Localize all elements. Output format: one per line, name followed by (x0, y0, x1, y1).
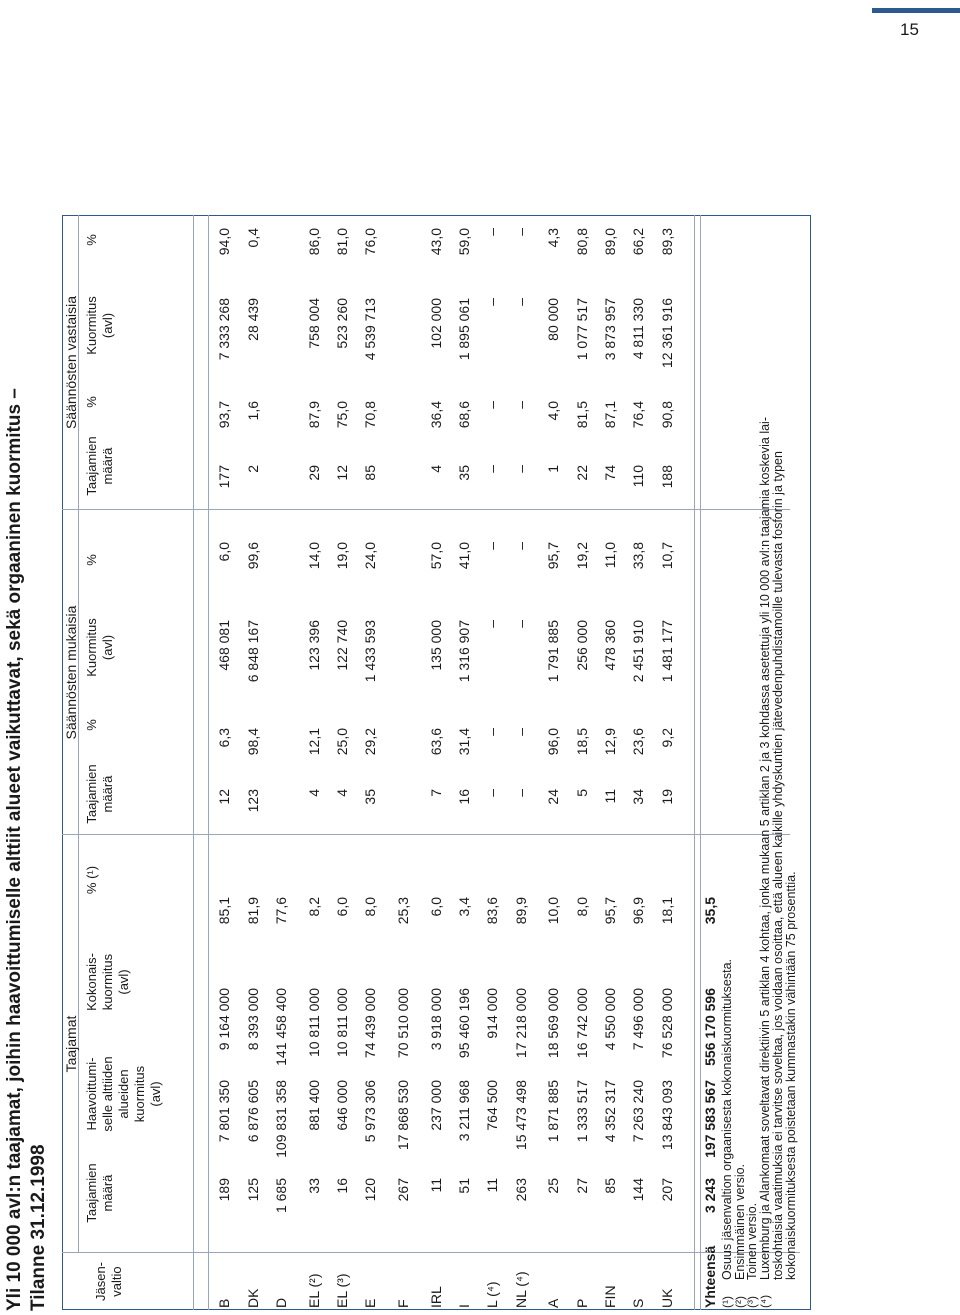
cell-mn: – (513, 789, 529, 797)
cell-tot: 8 393 000 (245, 988, 261, 1051)
total-load: 556 170 596 (702, 988, 718, 1066)
cell-p1: 3,4 (456, 897, 472, 917)
cell-p1: 6,0 (428, 897, 444, 917)
cell-n: 263 (513, 1178, 529, 1202)
cell-vp2: 0,4 (245, 228, 261, 248)
cell-vk: 7 333 268 (216, 298, 232, 361)
cell-vp2: 81,0 (334, 228, 350, 256)
cell-mp2: 57,0 (428, 542, 444, 570)
row-state: EL (²) (306, 1273, 322, 1308)
cell-mp: 31,4 (456, 728, 472, 756)
cell-vn: 29 (306, 465, 322, 481)
cell-haav: 881 400 (306, 1080, 322, 1131)
cell-haav: 5 973 306 (362, 1080, 378, 1143)
cell-haav: 15 473 498 (513, 1080, 529, 1151)
cell-mn: 4 (334, 789, 350, 797)
total-count: 3 243 (702, 1178, 718, 1214)
cell-haav: 3 211 968 (456, 1080, 472, 1142)
group-divider (62, 509, 790, 510)
cell-mn: 35 (362, 789, 378, 805)
cell-vn: 1 (545, 465, 561, 473)
cell-vn: 4 (428, 465, 444, 473)
cell-haav: 646 000 (334, 1080, 350, 1131)
cell-mk: 122 740 (334, 620, 350, 671)
cell-n: 16 (334, 1178, 350, 1194)
cell-mp: – (484, 728, 500, 736)
cell-tot: 914 000 (484, 988, 500, 1039)
cell-mn: 12 (216, 789, 232, 805)
cell-n: 189 (216, 1178, 232, 1202)
cell-tot: 3 918 000 (428, 988, 444, 1051)
cell-vk: – (484, 298, 500, 306)
footnote-mark: (⁴) (758, 1294, 773, 1308)
cell-mp: 63,6 (428, 728, 444, 756)
cell-vk: 523 260 (334, 298, 350, 349)
cell-vn: – (513, 465, 529, 473)
cell-vp2: 94,0 (216, 228, 232, 256)
header-bottom-rule (193, 215, 194, 1310)
cell-mn: 7 (428, 789, 444, 797)
cell-vp2: – (484, 228, 500, 236)
cell-haav: 1 333 517 (574, 1080, 590, 1143)
page-number: 15 (900, 20, 919, 39)
cell-p1: 95,7 (602, 897, 618, 925)
cell-vp: 81,5 (574, 401, 590, 429)
row-state: UK (659, 1288, 675, 1308)
cell-p1: 85,1 (216, 897, 232, 925)
cell-mn: 11 (602, 789, 618, 804)
cell-vk: 4 539 713 (362, 298, 378, 361)
cell-vn: 177 (216, 465, 232, 489)
cell-p1: 77,6 (273, 897, 289, 925)
body-top-rule (208, 215, 209, 1310)
cell-n: 25 (545, 1178, 561, 1194)
cell-tot: 76 528 000 (659, 988, 675, 1059)
page-title: Yli 10 000 avl:n taajamat, joihin haavoittumiselle alttiit alueet vaikuttavat, sekä orgaaninen kuormitus – (4, 388, 25, 1311)
cell-n: 1 685 (273, 1178, 289, 1214)
cell-mp2: 19,2 (574, 542, 590, 570)
cell-n: 267 (395, 1178, 411, 1202)
cell-mp: 9,2 (659, 728, 675, 748)
cell-mp: 18,5 (574, 728, 590, 756)
cell-vp: – (484, 401, 500, 409)
row-state: P (574, 1298, 590, 1308)
cell-p1: 8,0 (362, 897, 378, 917)
cell-mk: 6 848 167 (245, 620, 261, 683)
cell-vp: 1,6 (245, 401, 261, 421)
cell-vk: 1 077 517 (574, 298, 590, 361)
cell-mp2: 99,6 (245, 542, 261, 570)
cell-vk: – (513, 298, 529, 306)
col-header-total-load: Kokonais- kuormitus (avl) (84, 953, 131, 1011)
cell-n: 125 (245, 1178, 261, 1202)
cell-vp: 87,1 (602, 401, 618, 429)
cell-mk: 468 081 (216, 620, 232, 671)
footnote-text: Toinen versio. (745, 1202, 760, 1280)
cell-mk: – (484, 620, 500, 628)
cell-mp2: 6,0 (216, 542, 232, 562)
cell-vk: 80 000 (545, 298, 561, 341)
cell-vn: 110 (630, 465, 646, 488)
footnote-mark: (¹) (720, 1296, 734, 1308)
total-share: 35,5 (702, 897, 718, 925)
cell-haav: 4 352 317 (602, 1080, 618, 1143)
footnote-text: kokonaiskuormituksesta poistetaan kummastakin vähintään 75 prosenttia. (783, 871, 798, 1280)
cell-p1: 18,1 (659, 897, 675, 925)
group-divider (62, 834, 790, 835)
cell-mn: 4 (306, 789, 322, 797)
cell-mp: 98,4 (245, 728, 261, 756)
cell-tot: 10 811 000 (306, 988, 322, 1058)
cell-p1: 6,0 (334, 897, 350, 917)
cell-mn: 19 (659, 789, 675, 805)
page-subtitle: Tilanne 31.12.1998 (28, 1144, 49, 1311)
cell-tot: 9 164 000 (216, 988, 232, 1051)
cell-mp2: 95,7 (545, 542, 561, 570)
cell-p1: 10,0 (545, 897, 561, 925)
cell-vk: 28 439 (245, 298, 261, 341)
col-header-compliant-count: Taajamien määrä (84, 764, 115, 824)
row-state: FIN (602, 1285, 618, 1308)
col-header-sensitive-load: Haavoittumi- selle alttiiden alueiden kuormitus (avl) (84, 1056, 163, 1132)
cell-vp2: – (513, 228, 529, 236)
cell-vp: 70,8 (362, 401, 378, 429)
cell-haav: 13 843 093 (659, 1080, 675, 1151)
cell-mk: 1 316 907 (456, 620, 472, 683)
cell-mn: 5 (574, 789, 590, 797)
cell-n: 120 (362, 1178, 378, 1202)
cell-vn: 85 (362, 465, 378, 481)
cell-mp2: 11,0 (602, 542, 618, 569)
cell-mp: 6,3 (216, 728, 232, 748)
cell-mn: 123 (245, 789, 261, 813)
group-header-vastaisia: Säännösten vastaisia (63, 295, 79, 430)
row-state: I (456, 1304, 472, 1308)
cell-tot: 17 218 000 (513, 988, 529, 1059)
cell-mp2: – (484, 542, 500, 550)
cell-mk: – (513, 620, 529, 628)
footnote-mark: (²) (732, 1296, 747, 1308)
cell-mk: 478 360 (602, 620, 618, 671)
row-state: S (630, 1298, 646, 1308)
cell-haav: 17 868 530 (395, 1080, 411, 1151)
cell-tot: 70 510 000 (395, 988, 411, 1059)
cell-vp2: 4,3 (545, 228, 561, 248)
cell-vp: – (513, 401, 529, 409)
cell-vp: 76,4 (630, 401, 646, 429)
cell-n: 51 (456, 1178, 472, 1194)
col-header-compliant-load-pct: % (84, 554, 99, 566)
cell-n: 85 (602, 1178, 618, 1194)
cell-vp: 90,8 (659, 401, 675, 429)
cell-tot: 18 569 000 (545, 988, 561, 1059)
cell-vn: 35 (456, 465, 472, 481)
group-header-mukaisia: Säännösten mukaisia (63, 605, 79, 740)
cell-mp2: 41,0 (456, 542, 472, 570)
cell-p1: 83,6 (484, 897, 500, 925)
cell-mp: 29,2 (362, 728, 378, 756)
cell-mk: 123 396 (306, 620, 322, 671)
cell-vp2: 80,8 (574, 228, 590, 256)
cell-vp2: 76,0 (362, 228, 378, 256)
cell-vp: 75,0 (334, 401, 350, 429)
cell-mk: 2 451 910 (630, 620, 646, 683)
cell-tot: 74 439 000 (362, 988, 378, 1059)
cell-vp2: 89,3 (659, 228, 675, 256)
cell-vp: 87,9 (306, 401, 322, 429)
cell-mp2: 14,0 (306, 542, 322, 570)
row-state: A (545, 1298, 561, 1308)
cell-mk: 1 481 177 (659, 620, 675, 683)
total-label: Yhteensä (702, 1245, 718, 1308)
cell-vk: 758 004 (306, 298, 322, 349)
cell-mp2: – (513, 542, 529, 550)
col-header-noncompliant-pct: % (84, 396, 99, 408)
col-header-count: Taajamien määrä (84, 1163, 115, 1223)
cell-mp: 12,1 (306, 728, 322, 756)
cell-n: 33 (306, 1178, 322, 1194)
body-bottom-rule (694, 215, 695, 1310)
cell-mn: 34 (630, 789, 646, 805)
cell-vp: 93,7 (216, 401, 232, 429)
cell-p1: 8,2 (306, 897, 322, 917)
cell-p1: 25,3 (395, 897, 411, 925)
row-state: E (362, 1298, 378, 1308)
cell-vk: 3 873 957 (602, 298, 618, 361)
col-header-share: % (¹) (84, 865, 99, 895)
cell-mk: 1 433 593 (362, 620, 378, 683)
col-header-noncompliant-load-pct: % (84, 234, 99, 246)
cell-p1: 96,9 (630, 897, 646, 925)
cell-vp2: 66,2 (630, 228, 646, 256)
cell-vp: 4,0 (545, 401, 561, 421)
cell-tot: 7 496 000 (630, 988, 646, 1051)
cell-vk: 12 361 916 (659, 298, 675, 369)
cell-vn: 2 (245, 465, 261, 473)
cell-haav: 1 871 885 (545, 1080, 561, 1143)
cell-n: 207 (659, 1178, 675, 1202)
row-state: B (216, 1298, 232, 1308)
col-header-compliant-pct: % (84, 719, 99, 731)
cell-mp2: 19,0 (334, 542, 350, 570)
cell-vn: 188 (659, 465, 675, 489)
group-header-taajamat: Taajamat (63, 1015, 79, 1073)
footnote-text: Luxemburg ja Alankomaat soveltavat direktiivin 5 artiklan 4 kohtaa, jonka mukaan 5 artiklan 2 ja 3 kohdassa asetettuja yli 10 000 avl:n taajamia koskevia lai- (758, 417, 773, 1280)
cell-n: 27 (574, 1178, 590, 1194)
cell-haav: 7 801 350 (216, 1080, 232, 1143)
row-state: DK (245, 1288, 261, 1308)
cell-tot: 4 550 000 (602, 988, 618, 1051)
cell-vn: 22 (574, 465, 590, 481)
cell-mp: – (513, 728, 529, 736)
cell-vn: – (484, 465, 500, 473)
cell-mn: 16 (456, 789, 472, 805)
row-state: D (273, 1297, 289, 1308)
cell-mn: 24 (545, 789, 561, 805)
cell-tot: 16 742 000 (574, 988, 590, 1059)
cell-haav: 6 876 605 (245, 1080, 261, 1143)
cell-haav: 237 000 (428, 1080, 444, 1131)
row-state: IRL (428, 1286, 444, 1308)
cell-haav: 109 831 358 (273, 1080, 289, 1158)
cell-vp: 36,4 (428, 401, 444, 429)
cell-mn: – (484, 789, 500, 797)
rotated-page (0, 5, 960, 1315)
cell-haav: 7 263 240 (630, 1080, 646, 1143)
cell-vn: 12 (334, 465, 350, 481)
cell-p1: 8,0 (574, 897, 590, 917)
cell-mp2: 24,0 (362, 542, 378, 570)
cell-vp2: 86,0 (306, 228, 322, 256)
cell-vn: 74 (602, 465, 618, 481)
cell-vk: 1 895 061 (456, 298, 472, 361)
row-state: L (⁴) (484, 1281, 500, 1308)
cell-p1: 81,9 (245, 897, 261, 925)
cell-vp: 68,6 (456, 401, 472, 429)
cell-tot: 95 460 196 (456, 988, 472, 1059)
footnote-text: toskohtaisia vaatimuksia ei tarvitse soveltaa, jos voidaan osoittaa, että alueen kaikille yhdyskuntien jätevedenpuhdistamoille tulevasta fosforin ja typen (770, 451, 785, 1280)
cell-mp: 96,0 (545, 728, 561, 756)
cell-mp: 12,9 (602, 728, 618, 756)
cell-mp: 23,6 (630, 728, 646, 756)
col-header-state: Jäsen- valtio (93, 1261, 124, 1302)
col-header-noncompliant-load: Kuormitus (avl) (84, 296, 115, 355)
cell-vk: 102 000 (428, 298, 444, 349)
total-sensitive-load: 197 583 567 (702, 1080, 718, 1158)
cell-mk: 135 000 (428, 620, 444, 671)
footnote-mark: (³) (745, 1296, 760, 1308)
col-header-noncompliant-count: Taajamien määrä (84, 436, 115, 496)
footnote-text: Ensimmäinen versio. (732, 1163, 747, 1280)
cell-haav: 764 500 (484, 1080, 500, 1131)
cell-mp2: 33,8 (630, 542, 646, 570)
row-state: NL (⁴) (513, 1271, 529, 1308)
cell-vk: 4 811 330 (630, 298, 646, 360)
cell-p1: 89,9 (513, 897, 529, 925)
cell-vp2: 43,0 (428, 228, 444, 256)
row-state: F (395, 1299, 411, 1308)
footnote-text: Osuus jäsenvaltion orgaanisesta kokonaiskuormituksesta. (720, 958, 734, 1280)
cell-mp: 25,0 (334, 728, 350, 756)
cell-mp2: 10,7 (659, 542, 675, 570)
cell-n: 11 (428, 1178, 444, 1193)
cell-tot: 141 458 400 (273, 988, 289, 1066)
cell-vp2: 89,0 (602, 228, 618, 256)
cell-tot: 10 811 000 (334, 988, 350, 1058)
cell-mk: 256 000 (574, 620, 590, 671)
cell-mk: 1 791 885 (545, 620, 561, 683)
cell-vp2: 59,0 (456, 228, 472, 256)
total-rule (700, 215, 701, 1310)
col-header-compliant-load: Kuormitus (avl) (84, 618, 115, 677)
cell-n: 144 (630, 1178, 646, 1202)
row-state: EL (³) (334, 1273, 350, 1308)
cell-n: 11 (484, 1178, 500, 1193)
